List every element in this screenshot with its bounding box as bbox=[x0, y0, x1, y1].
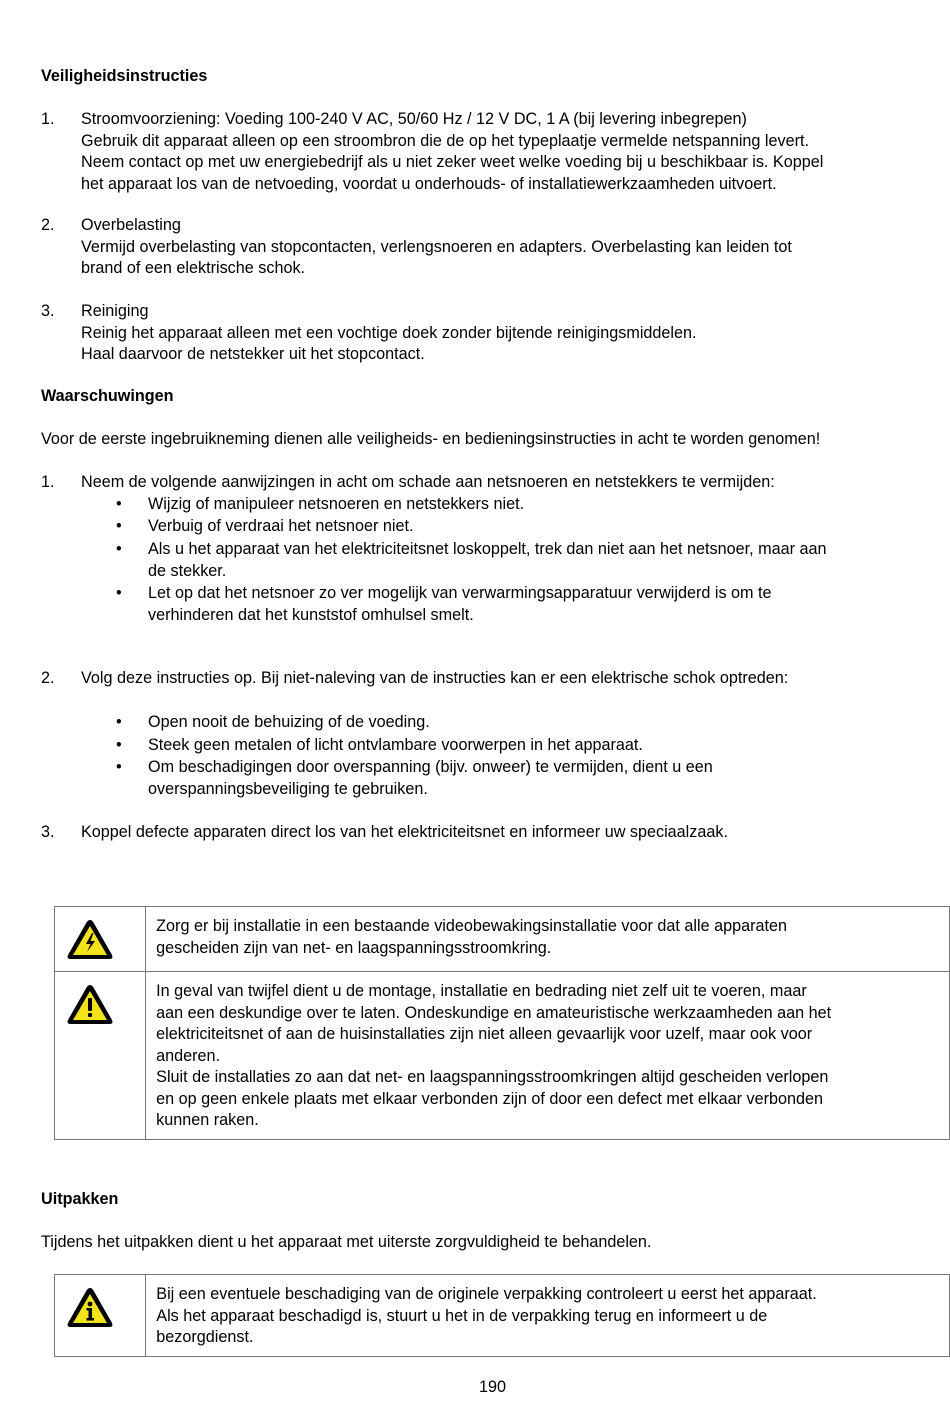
info-warning-icon bbox=[55, 1275, 145, 1337]
text-line: Bij een eventuele beschadiging van de originele verpakking controleert u eerst het apparaat. bbox=[156, 1285, 817, 1303]
table-icon-cell bbox=[55, 972, 146, 1140]
list-item bbox=[148, 516, 943, 538]
table-icon-cell bbox=[55, 907, 146, 972]
bullet-icon: • bbox=[116, 517, 122, 535]
table-text-cell bbox=[146, 1275, 950, 1357]
list-item bbox=[148, 583, 943, 626]
safety-item-1-number: 1. bbox=[41, 110, 55, 128]
text-line: bezorgdienst. bbox=[156, 1328, 254, 1346]
text-line: In geval van twijfel dient u de montage, installatie en bedrading niet zelf uit te voeren, maar bbox=[156, 982, 807, 1000]
text-line: Sluit de installaties zo aan dat net- en laagspanningsstroomkringen altijd gescheiden verlopen bbox=[156, 1068, 829, 1086]
high-voltage-warning-icon bbox=[55, 907, 145, 969]
list-item bbox=[148, 735, 943, 757]
text-line: Verbuig of verdraai het netsnoer niet. bbox=[148, 517, 414, 535]
warnings-item-1-text: Neem de volgende aanwijzingen in acht om schade aan netsnoeren en netstekkers te vermijden: bbox=[81, 473, 775, 491]
exclamation-warning-icon bbox=[55, 972, 145, 1034]
table-row bbox=[55, 972, 950, 1140]
text-line: Haal daarvoor de netstekker uit het stopcontact. bbox=[81, 345, 425, 363]
text-line: verhinderen dat het kunststof omhulsel smelt. bbox=[148, 605, 474, 624]
text-line: Reiniging bbox=[81, 302, 149, 320]
bullet-icon: • bbox=[116, 713, 122, 731]
text-line: Neem contact op met uw energiebedrijf als u niet zeker weet welke voeding bij u beschikbaar is. Koppel bbox=[81, 153, 824, 171]
bullet-icon: • bbox=[116, 736, 122, 754]
table-text-cell bbox=[146, 972, 950, 1140]
text-line: Vermijd overbelasting van stopcontacten, verlengsnoeren en adapters. Overbelasting kan leiden tot bbox=[81, 237, 792, 256]
warnings-item-3-number: 3. bbox=[41, 823, 55, 841]
safety-item-3-number: 3. bbox=[41, 302, 55, 320]
text-line: en op geen enkele plaats met elkaar verbonden zijn of door een defect met elkaar verbonden bbox=[156, 1089, 823, 1108]
safety-notice-table bbox=[54, 906, 950, 1140]
text-line: Om beschadigingen door overspanning (bijv. onweer) te vermijden, dient u een bbox=[148, 758, 713, 776]
warnings-item-3-text: Koppel defecte apparaten direct los van het elektriciteitsnet en informeer uw speciaalzaak. bbox=[81, 823, 728, 841]
table-row bbox=[55, 1275, 950, 1357]
list-item bbox=[148, 757, 943, 800]
warnings-intro: Voor de eerste ingebruikneming dienen alle veiligheids- en bedieningsinstructies in acht te worden genomen! bbox=[41, 430, 821, 448]
warnings-item-1-number: 1. bbox=[41, 473, 55, 491]
table-icon-cell bbox=[55, 1275, 146, 1357]
safety-heading: Veiligheidsinstructies bbox=[41, 67, 208, 85]
unpacking-heading: Uitpakken bbox=[41, 1190, 119, 1208]
text-line: kunnen raken. bbox=[156, 1111, 259, 1129]
text-line: overspanningsbeveiliging te gebruiken. bbox=[148, 779, 428, 798]
text-line: Zorg er bij installatie in een bestaande videobewakingsinstallatie voor dat alle apparaten bbox=[156, 917, 787, 935]
table-text-cell bbox=[146, 907, 950, 972]
text-line: het apparaat los van de netvoeding, voordat u onderhouds- of installatiewerkzaamheden uitvoert. bbox=[81, 174, 777, 193]
bullet-icon: • bbox=[116, 758, 122, 776]
table-row bbox=[55, 907, 950, 972]
text-line: Let op dat het netsnoer zo ver mogelijk van verwarmingsapparatuur verwijderd is om te bbox=[148, 584, 772, 602]
warnings-item-2-number: 2. bbox=[41, 669, 55, 687]
text-line: elektriciteitsnet of aan de huisinstallaties zijn niet alleen gevaarlijk voor uzelf, maar ook voor bbox=[156, 1025, 813, 1043]
text-line: de stekker. bbox=[148, 561, 227, 580]
safety-item-2-text bbox=[81, 215, 946, 280]
text-line: Wijzig of manipuleer netsnoeren en netstekkers niet. bbox=[148, 495, 525, 513]
warnings-heading: Waarschuwingen bbox=[41, 387, 174, 405]
text-line: Als het apparaat beschadigd is, stuurt u het in de verpakking terug en informeert u de bbox=[156, 1306, 768, 1325]
text-line: aan een deskundige over te laten. Ondeskundige en amateuristische werkzaamheden aan het bbox=[156, 1003, 832, 1022]
page-number: 190 bbox=[478, 1378, 506, 1396]
warnings-item-2-text: Volg deze instructies op. Bij niet-naleving van de instructies kan er een elektrische schok optreden: bbox=[81, 669, 789, 687]
text-line: Steek geen metalen of licht ontvlambare voorwerpen in het apparaat. bbox=[148, 736, 643, 754]
list-item bbox=[148, 494, 943, 516]
text-line: Als u het apparaat van het elektriciteitsnet loskoppelt, trek dan niet aan het netsnoer, maar aan bbox=[148, 540, 827, 558]
unpacking-text: Tijdens het uitpakken dient u het apparaat met uiterste zorgvuldigheid te behandelen. bbox=[41, 1233, 652, 1251]
bullet-icon: • bbox=[116, 495, 122, 513]
text-line: Open nooit de behuizing of de voeding. bbox=[148, 713, 430, 731]
unpacking-notice-table bbox=[54, 1274, 950, 1357]
bullet-icon: • bbox=[116, 540, 122, 558]
text-line: brand of een elektrische schok. bbox=[81, 259, 306, 277]
safety-item-1-text bbox=[81, 109, 946, 195]
text-line: Overbelasting bbox=[81, 216, 181, 234]
text-line: Reinig het apparaat alleen met een vochtige doek zonder bijtende reinigingsmiddelen. bbox=[81, 323, 697, 342]
text-line: Gebruik dit apparaat alleen op een stroombron die de op het typeplaatje vermelde netspanning levert. bbox=[81, 131, 810, 150]
safety-item-3-text bbox=[81, 301, 946, 366]
list-item bbox=[148, 539, 943, 582]
text-line: gescheiden zijn van net- en laagspanningsstroomkring. bbox=[156, 938, 552, 957]
bullet-icon: • bbox=[116, 584, 122, 602]
list-item bbox=[148, 712, 943, 734]
text-line: anderen. bbox=[156, 1046, 221, 1065]
text-line: Stroomvoorziening: Voeding 100-240 V AC, 50/60 Hz / 12 V DC, 1 A (bij levering inbegrepen) bbox=[81, 110, 747, 128]
safety-item-2-number: 2. bbox=[41, 216, 55, 234]
